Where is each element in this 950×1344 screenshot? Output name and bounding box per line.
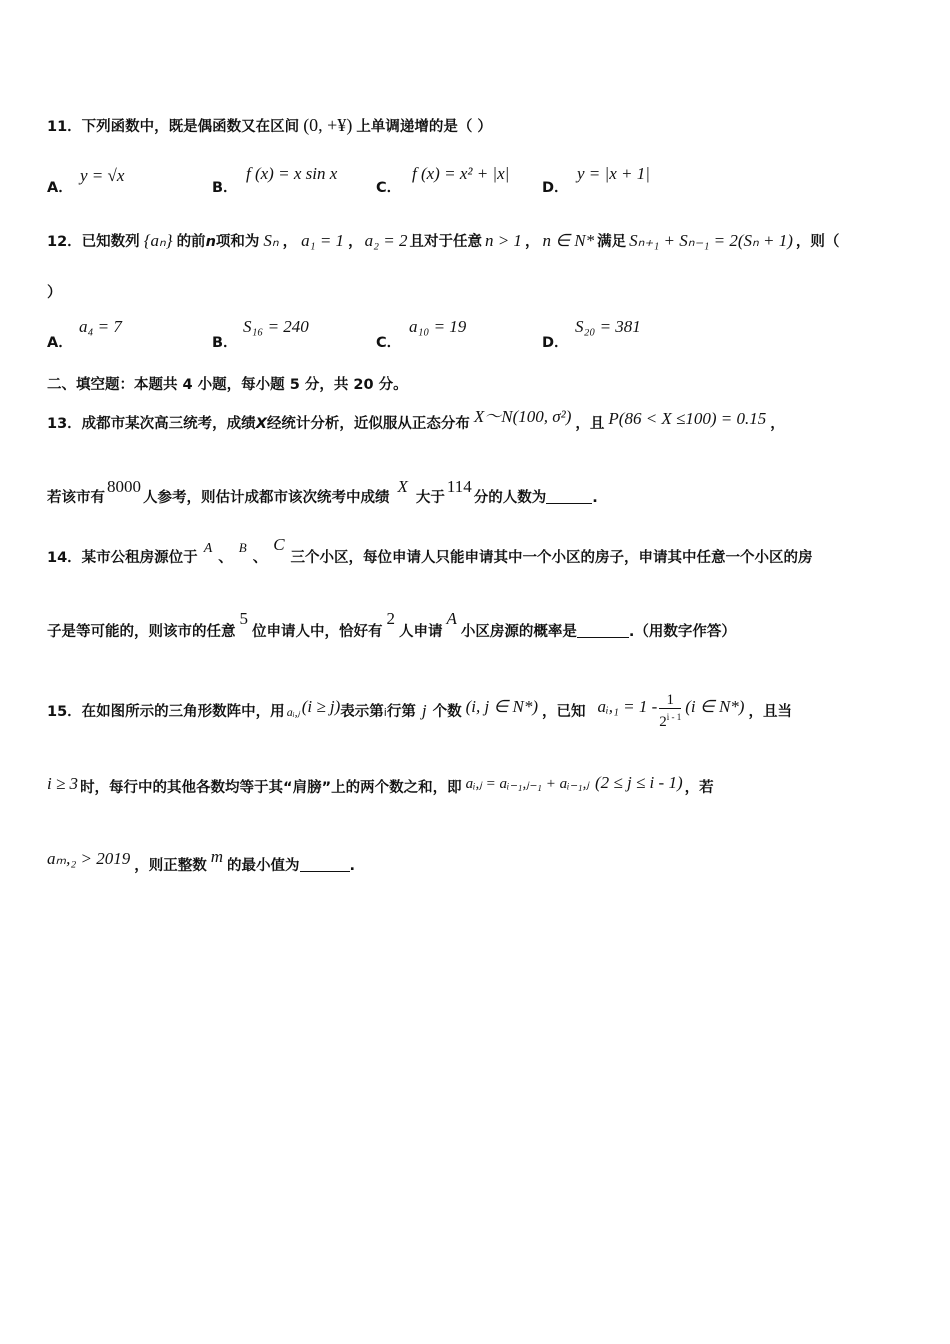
q15-ai1: aᵢ,₁ = 1 - (597, 697, 658, 716)
q14-p6: 小区房源的概率是 (460, 624, 577, 640)
q12-p4: 且对于任意 (409, 234, 482, 250)
q13-score: 114 (446, 477, 472, 496)
q11-option-a-expr: y = √x (80, 166, 125, 185)
q11-option-d-label: D． (542, 180, 569, 196)
section-heading: 二、填空题：本题共 4 小题，每小题 5 分，共 20 分。 (47, 377, 408, 393)
q12-n: n (205, 234, 216, 250)
q12-p5: 满足 (597, 234, 627, 250)
q15-ige3: i ≥ 3 (47, 774, 79, 793)
q13-p7: 大于 (415, 490, 445, 506)
q14-p1: 14．某市公租房源位于 (47, 550, 198, 566)
q15-p6: ，且当 (748, 704, 792, 720)
q14-sep1: 、 (218, 550, 233, 566)
q14-five: 5 (239, 609, 248, 628)
q15-domain: (i, j ∈ N*) (465, 697, 539, 716)
q12-relation: Sₙ₊₁ + Sₙ₋₁ = 2(Sₙ + 1) (629, 231, 793, 250)
q13-p8: 分的人数为 (473, 490, 547, 506)
q12-option-b-expr: S₁₆ = 240 (243, 317, 309, 336)
q15-line2 (47, 773, 714, 797)
q12-option-d-expr: S₂₀ = 381 (575, 317, 641, 336)
q12-stem-line: 12．已知数列 {aₙ} 的前n项和为 Sₙ ， a₁ = 1 ， a₂ = 2 且对于任意 n > 1 ， n ∈ N* 满足 Sₙ₊₁ + Sₙ₋₁ = 2(Sₙ + 1) ，则（ (47, 231, 840, 250)
q14-line2 (47, 609, 736, 641)
q12-a2: a₂ = 2 (364, 231, 408, 250)
q15-aij: aᵢ,ⱼ (286, 705, 300, 719)
q15-j: j (421, 701, 427, 720)
q13-x2: X (397, 477, 408, 496)
q15-p3: 行第 (386, 704, 416, 720)
q12-option-b-label: B． (212, 335, 238, 351)
q14-p3: 子是等可能的，则该市的任意 (47, 624, 236, 640)
q13-line2 (47, 477, 598, 507)
q12-p3: 项和为 (215, 234, 260, 250)
q15-am2: aₘ,₂ > 2019 (47, 849, 131, 868)
q12-p6: ，则（ (795, 234, 840, 250)
q13-end: . (592, 490, 598, 506)
q13-p1: 13．成都市某次高三统考，成绩 (47, 416, 256, 432)
q14-line1 (47, 535, 813, 568)
q15-frac-exp: i - 1 (666, 712, 682, 722)
q11-option-c-label: C． (376, 180, 402, 196)
q12-close-paren: ） (47, 285, 62, 301)
q14-end: .（用数字作答） (628, 624, 736, 640)
q11-stem: 11．下列函数中，既是偶函数又在区间 (47, 119, 300, 135)
q14-c: C (273, 535, 285, 554)
q12-p2: 的前 (176, 234, 206, 250)
q11-stem-line (47, 116, 492, 136)
q15-p10: 的最小值为 (227, 858, 300, 874)
q15-p5: ，已知 (542, 704, 586, 720)
q15-p9: ，则正整数 (134, 858, 207, 874)
q15-cond: (i ≥ j) (301, 697, 341, 716)
q13-line1 (47, 407, 785, 433)
q13-probability: P(86 < X ≤100) = 0.15 (608, 409, 767, 428)
q15-line1 (47, 692, 792, 730)
q12-a1: a₁ = 1 (301, 231, 345, 250)
q11-option-a-label: A． (47, 180, 73, 196)
q12-option-c-expr: a₁₀ = 19 (409, 317, 467, 336)
q15-range: (2 ≤ j ≤ i - 1) (595, 773, 683, 792)
q11-option-b-label: B． (212, 180, 238, 196)
q14-a: A (203, 541, 213, 556)
q15-fraction (659, 692, 681, 730)
q11-interval: (0, +¥) (303, 115, 353, 135)
q11-option-d-expr: y = |x + 1| (577, 164, 650, 183)
q14-p2: 三个小区，每位申请人只能申请其中一个小区的房子，申请其中任意一个小区的房 (290, 550, 813, 566)
q14-two: 2 (386, 609, 395, 628)
q13-p4: ， (770, 416, 785, 432)
q14-answer-blank[interactable] (577, 623, 629, 638)
q15-recurrence: aᵢ,ⱼ = aᵢ₋₁,ⱼ₋₁ + aᵢ₋₁,ⱼ (465, 776, 590, 792)
q15-end: . (349, 858, 356, 874)
q15-p2: 表示第 (340, 704, 384, 720)
q12-sn: Sₙ (263, 231, 279, 250)
q13-count: 8000 (107, 477, 141, 496)
q15-domain2: (i ∈ N*) (685, 697, 745, 716)
q13-p3: ，且 (575, 416, 605, 432)
q13-x: X (255, 416, 267, 432)
q15-p7: 时，每行中的其他各数均等于其“肩膀”上的两个数之和，即 (80, 780, 462, 796)
q15-p8: ，若 (684, 780, 714, 796)
q13-p5: 若该市有 (47, 490, 105, 506)
q12-p1: 12．已知数列 (47, 234, 140, 250)
q15-line3 (47, 847, 356, 875)
q12-cond2: n ∈ N* (542, 231, 595, 250)
q15-frac-num: 1 (659, 692, 681, 709)
q12-cond1: n > 1 (484, 231, 522, 250)
q14-p5: 人申请 (399, 624, 443, 640)
q15-frac-den (659, 709, 681, 730)
q12-option-a-expr: a₄ = 7 (79, 317, 122, 336)
q14-p4: 位申请人中，恰好有 (252, 624, 383, 640)
q11-option-b-expr: f (x) = x sin x (246, 164, 338, 183)
q15-p1: 15．在如图所示的三角形数阵中，用 (47, 704, 285, 720)
q14-sep2: 、 (252, 550, 268, 566)
q12-option-d-label: D． (542, 335, 569, 351)
q15-m: m (210, 847, 224, 866)
q13-p6: 人参考，则估计成都市该次统考中成绩 (143, 490, 390, 506)
q13-p2: 经统计分析，近似服从正态分布 (266, 416, 470, 432)
q15-frac-base: 2 (659, 714, 667, 730)
q11-stem-end: 上单调递增的是（ ） (356, 119, 492, 135)
q12-option-a-label: A． (47, 335, 73, 351)
q14-b: B (238, 540, 247, 555)
q12-seq: {aₙ} (143, 231, 173, 250)
q14-a2: A (446, 609, 457, 628)
q13-answer-blank[interactable] (546, 489, 592, 504)
q12-option-c-label: C． (376, 335, 402, 351)
q15-i: i (383, 706, 387, 719)
q15-answer-blank[interactable] (300, 857, 350, 872)
q11-option-c-expr: f (x) = x² + |x| (412, 164, 510, 183)
q13-distribution: X～N(100, σ²) (473, 407, 572, 426)
q15-p4: 个数 (432, 704, 462, 720)
